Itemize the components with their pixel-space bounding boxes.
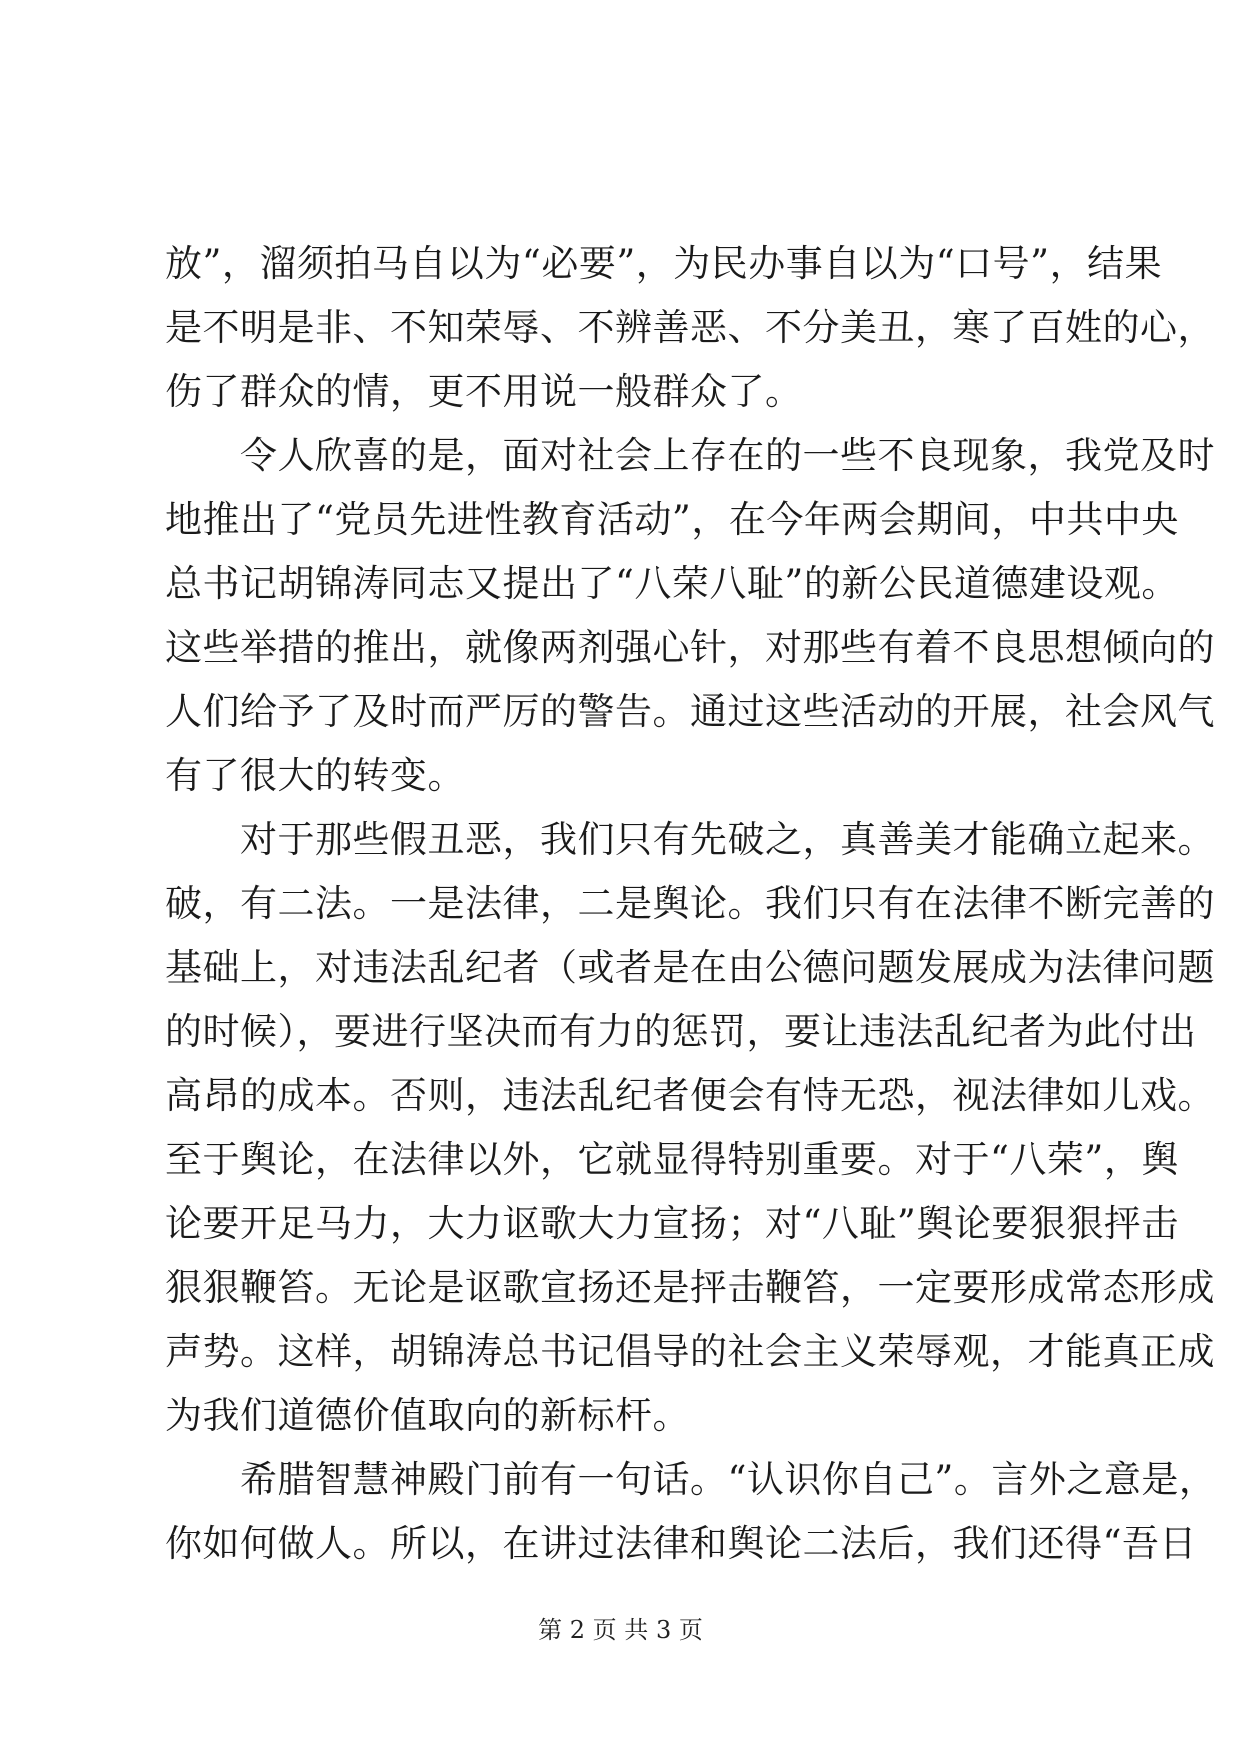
text-line: 基础上，对违法乱纪者（或者是在由公德问题发展成为法律问题	[165, 946, 1215, 989]
text-line: 是不明是非、不知荣辱、不辨善恶、不分美丑，寒了百姓的心，	[165, 306, 1215, 349]
text-line: 声势。这样，胡锦涛总书记倡导的社会主义荣辱观，才能真正成	[165, 1330, 1215, 1373]
text-line: 高昂的成本。否则，违法乱纪者便会有恃无恐，视法律如儿戏。	[165, 1074, 1215, 1117]
text-line: 人们给予了及时而严厉的警告。通过这些活动的开展，社会风气	[165, 690, 1215, 733]
text-line: 总书记胡锦涛同志又提出了“八荣八耻”的新公民道德建设观。	[165, 562, 1179, 605]
text-line: 至于舆论，在法律以外，它就显得特别重要。对于“八荣”，舆	[165, 1138, 1179, 1181]
text-line: 放”，溜须拍马自以为“必要”，为民办事自以为“口号”，结果	[165, 242, 1163, 285]
text-line: 令人欣喜的是，面对社会上存在的一些不良现象，我党及时	[165, 434, 1215, 477]
text-line: 有了很大的转变。	[165, 754, 465, 797]
text-line: 的时候），要进行坚决而有力的惩罚，要让违法乱纪者为此付出	[165, 1010, 1197, 1053]
text-line: 论要开足马力，大力讴歌大力宣扬；对“八耻”舆论要狠狠抨击	[165, 1202, 1179, 1245]
text-line: 破，有二法。一是法律，二是舆论。我们只有在法律不断完善的	[165, 882, 1215, 925]
text-line: 为我们道德价值取向的新标杆。	[165, 1394, 690, 1437]
text-line: 希腊智慧神殿门前有一句话。“认识你自己”。言外之意是，	[165, 1458, 1217, 1501]
text-line: 这些举措的推出，就像两剂强心针，对那些有着不良思想倾向的	[165, 626, 1215, 669]
body-text	[165, 232, 1217, 1576]
text-line: 伤了群众的情，更不用说一般群众了。	[165, 370, 803, 413]
text-line: 对于那些假丑恶，我们只有先破之，真善美才能确立起来。	[165, 818, 1215, 861]
page-number-footer: 第 2 页 共 3 页	[538, 1616, 703, 1644]
text-line: 地推出了“党员先进性教育活动”，在今年两会期间，中共中央	[165, 498, 1179, 541]
text-line: 你如何做人。所以，在讲过法律和舆论二法后，我们还得“吾日	[165, 1522, 1197, 1565]
text-line: 狠狠鞭笞。无论是讴歌宣扬还是抨击鞭笞，一定要形成常态形成	[165, 1266, 1215, 1309]
